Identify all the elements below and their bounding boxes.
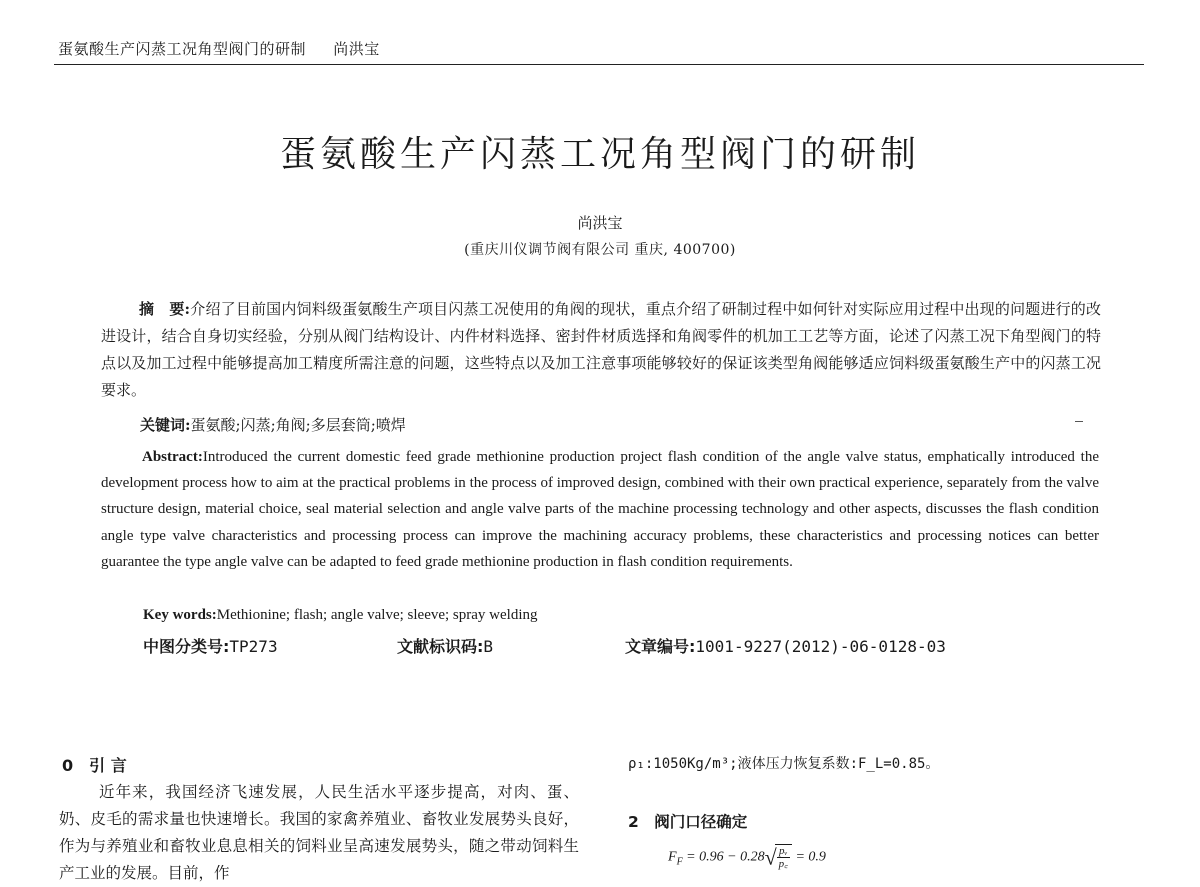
formula-expr: = 0.96 − 0.28 — [682, 849, 765, 865]
keywords-en — [143, 607, 538, 624]
keywords-cn — [140, 414, 406, 435]
formula-radicand — [775, 844, 792, 870]
clc-value: TP273 — [229, 637, 278, 656]
clc-label: 中图分类号: — [143, 637, 230, 656]
formula-numerator: pᵥ — [777, 845, 790, 858]
article-number — [625, 634, 946, 657]
abstract-cn-text: 介绍了目前国内饲料级蛋氨酸生产项目闪蒸工况使用的角阀的现状，重点介绍了研制过程中如何针对实际应用过程中出现的问题进行的改进设计，结合自身切实经验，分别从阀门结构设计、内件材料选择、密封件材质选择和角阀零件的机加工工艺等方面，论述了闪蒸工况下角型阀门的特点以及加工过程中能够提高加工精度所需注意的问题，这些特点以及加工注意事项能够较好的保证该类型角阀能够适应饲料级蛋氨酸生产中的闪蒸工况要求。 — [101, 300, 1101, 399]
doc-value: B — [483, 637, 494, 656]
ff-formula — [668, 844, 826, 871]
section-0-heading: 0 引 言 — [62, 756, 127, 775]
formula-denominator: p꜀ — [778, 858, 788, 870]
abstract-cn — [101, 296, 1101, 404]
abstract-cn-label: 摘 要: — [139, 300, 191, 318]
keywords-en-label: Key words: — [143, 607, 217, 623]
formula-lhs: F — [668, 849, 677, 865]
keywords-en-text: Methionine; flash; angle valve; sleeve; spray welding — [216, 607, 538, 623]
article-value: 1001-9227(2012)-06-0128-03 — [695, 637, 946, 656]
running-author: 尚洪宝 — [333, 40, 380, 58]
keywords-cn-text: 蛋氨酸;闪蒸;角阀;多层套筒;喷焊 — [190, 416, 406, 434]
doc-code — [397, 634, 493, 657]
header-rule — [54, 64, 1144, 65]
abstract-en-text: Introduced the current domestic feed grade methionine production project flash condition of the angle valve status, emphatically introduced the development process how to aim at the practical problems in the process of improved design, combined with their own practical experience, separately from the valve structure design, material choice, seal material selection and angle valve parts of the machine processing technology and other aspects, discusses the flash condition angle type valve characteristics and processing process can improve the machining accuracy problems, these characteristics and processing notices can better guarantee the type angle valve can be adapted to feed grade methionine production in flash condition requirements. — [101, 449, 1099, 570]
formula-lhs-sub: F — [676, 856, 683, 868]
density-line: ρ₁:1050Kg/m³;液体压力恢复系数:F_L=0.85。 — [628, 756, 940, 772]
running-title: 蛋氨酸生产闪蒸工况角型阀门的研制 — [58, 40, 307, 58]
affiliation: (重庆川仪调节阀有限公司 重庆, 400700) — [464, 242, 736, 258]
clc-number — [143, 634, 278, 657]
abstract-en-label: Abstract: — [142, 449, 203, 465]
section-2-heading: 2 阀门口径确定 — [628, 813, 748, 831]
formula-fraction — [777, 845, 790, 870]
section-0-body: 近年来，我国经济飞速发展，人民生活水平逐步提高，对肉、蛋、奶、皮毛的需求量也快速增长。我国的家禽养殖业、畜牧业发展势头良好，作为与养殖业和畜牧业息息相关的饲料业呈高速发展势头，随之带动饲料生产工业的发展。目前，作 — [59, 783, 579, 882]
running-header — [58, 38, 380, 59]
abstract-en — [101, 444, 1099, 575]
sqrt-icon: √ — [764, 844, 777, 870]
formula-rhs: = 0.9 — [791, 849, 826, 865]
keywords-cn-label: 关键词: — [140, 416, 191, 434]
stray-mark — [1075, 421, 1083, 422]
article-label: 文章编号: — [625, 637, 696, 656]
author-name: 尚洪宝 — [577, 214, 623, 232]
doc-label: 文献标识码: — [397, 637, 484, 656]
paper-title: 蛋氨酸生产闪蒸工况角型阀门的研制 — [279, 134, 920, 175]
